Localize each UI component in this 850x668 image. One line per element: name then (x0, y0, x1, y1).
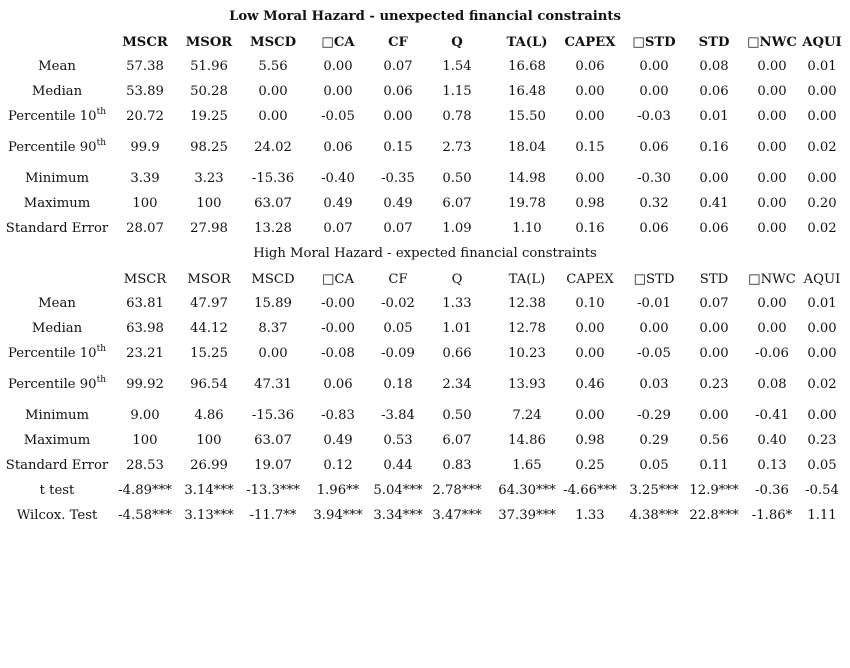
high-table-cell: 0.02 (807, 377, 837, 392)
low-table-cell: 0.07 (323, 221, 353, 236)
low-table-cell: 0.00 (383, 109, 413, 124)
high-table-cell: 12.9*** (689, 483, 739, 498)
high-table-cell: 96.54 (190, 377, 228, 392)
low-table-cell: 0.00 (807, 109, 837, 124)
high-table-cell: 0.00 (699, 321, 729, 336)
high-table-cell: 47.97 (190, 296, 228, 311)
low-row-label: Minimum (25, 171, 89, 186)
low-column-header: AQUI (802, 35, 842, 50)
low-table-cell: 14.98 (508, 171, 546, 186)
high-table-cell: 9.00 (130, 408, 160, 423)
low-table-row (0, 57, 850, 77)
high-row-label: Minimum (25, 408, 89, 423)
high-row-label: t test (39, 483, 75, 498)
low-table-cell: 0.00 (757, 84, 787, 99)
high-column-header: Q (451, 272, 463, 287)
low-column-header: □CA (321, 35, 355, 50)
low-table-cell: 27.98 (190, 221, 228, 236)
high-table-cell: 0.00 (807, 408, 837, 423)
low-table-cell: 0.00 (807, 84, 837, 99)
low-table-cell: 1.09 (442, 221, 472, 236)
high-table-cell: 14.86 (508, 433, 546, 448)
low-table-cell: 0.00 (639, 59, 669, 74)
low-table-cell: 57.38 (126, 59, 164, 74)
low-table-cell: 53.89 (126, 84, 164, 99)
high-table-cell: -0.01 (637, 296, 671, 311)
high-column-header: CF (388, 272, 408, 287)
high-table-cell: 12.78 (508, 321, 546, 336)
low-table-cell: 28.07 (126, 221, 164, 236)
high-table-cell: 63.07 (254, 433, 292, 448)
high-table-cell: 0.83 (442, 458, 472, 473)
low-table-row (0, 219, 850, 239)
high-table-cell: 0.07 (699, 296, 729, 311)
high-table-cell: 0.12 (323, 458, 353, 473)
high-row-label: Maximum (23, 433, 91, 448)
high-table-cell: 3.25*** (629, 483, 679, 498)
low-table-cell: 15.50 (508, 109, 546, 124)
low-table-cell: -15.36 (251, 171, 295, 186)
low-table-cell: 100 (196, 196, 222, 211)
high-table-cell: 4.38*** (629, 508, 679, 523)
high-table-cell: -0.83 (321, 408, 355, 423)
high-table-cell: -0.09 (381, 346, 415, 361)
high-table-cell: 63.98 (126, 321, 164, 336)
high-table-cell: 15.89 (254, 296, 292, 311)
high-table-cell: 63.81 (126, 296, 164, 311)
low-table-cell: 99.9 (130, 140, 160, 155)
high-table-cell: 0.03 (639, 377, 669, 392)
low-table-row (0, 138, 850, 158)
high-column-header: MSOR (187, 272, 231, 287)
low-column-header: MSCD (249, 35, 297, 50)
low-table-cell: 0.00 (258, 109, 288, 124)
high-table-cell: 0.49 (323, 433, 353, 448)
low-table-cell: 0.00 (757, 171, 787, 186)
low-table-cell: 0.00 (699, 171, 729, 186)
high-table-cell: 2.78*** (432, 483, 482, 498)
low-table-cell: 0.06 (323, 140, 353, 155)
high-table-cell: 6.07 (442, 433, 472, 448)
low-table-cell: 0.98 (575, 196, 605, 211)
low-table-cell: 0.00 (575, 84, 605, 99)
low-table-cell: 16.68 (508, 59, 546, 74)
low-row-label: Median (31, 84, 83, 99)
high-table-cell: 4.86 (194, 408, 224, 423)
high-table-cell: 0.00 (807, 346, 837, 361)
high-table-row (0, 481, 850, 501)
low-table-cell: 0.16 (699, 140, 729, 155)
high-table-cell: 44.12 (190, 321, 228, 336)
high-table-cell: 0.00 (699, 346, 729, 361)
low-table-cell: 50.28 (190, 84, 228, 99)
high-column-header: MSCR (123, 272, 167, 287)
high-table-cell: -4.89*** (118, 483, 172, 498)
high-table-cell: 0.01 (807, 296, 837, 311)
low-table-cell: 0.00 (323, 84, 353, 99)
high-table-row (0, 344, 850, 364)
high-table-cell: 0.25 (575, 458, 605, 473)
low-table-cell: 0.06 (639, 221, 669, 236)
low-table-cell: 6.07 (442, 196, 472, 211)
high-table-row (0, 294, 850, 314)
high-row-label: Standard Error (5, 458, 109, 473)
low-table-cell: 0.00 (323, 59, 353, 74)
high-table-cell: 28.53 (126, 458, 164, 473)
low-table-cell: 16.48 (508, 84, 546, 99)
high-column-header: MSCD (251, 272, 295, 287)
high-table-cell: 0.23 (699, 377, 729, 392)
low-table-cell: 0.41 (699, 196, 729, 211)
high-table-cell: -0.36 (755, 483, 789, 498)
low-column-header: Q (451, 35, 463, 50)
low-table-cell: 20.72 (126, 109, 164, 124)
high-table-cell: 100 (132, 433, 158, 448)
low-table-cell: 0.00 (757, 196, 787, 211)
high-table-cell: 99.92 (126, 377, 164, 392)
low-table-cell: 3.39 (130, 171, 160, 186)
high-table-cell: 0.05 (639, 458, 669, 473)
high-table-cell: 0.46 (575, 377, 605, 392)
low-table-cell: 1.10 (512, 221, 542, 236)
low-table-cell: 0.00 (757, 109, 787, 124)
low-column-header: CF (388, 35, 408, 50)
low-table-cell: 0.15 (575, 140, 605, 155)
high-table-cell: 3.13*** (184, 508, 234, 523)
high-table-cell: 0.00 (575, 346, 605, 361)
high-table-cell: -0.00 (321, 321, 355, 336)
low-table-cell: 0.01 (807, 59, 837, 74)
low-table-cell: 98.25 (190, 140, 228, 155)
low-row-label: Percentile 90th (7, 138, 106, 155)
high-table-cell: 0.13 (757, 458, 787, 473)
low-row-label: Standard Error (5, 221, 109, 236)
high-table-cell: 1.11 (807, 508, 837, 523)
low-row-label: Percentile 10th (7, 107, 106, 124)
low-table-row (0, 194, 850, 214)
ordinal-superscript: th (96, 375, 106, 385)
low-column-header: □NWC (747, 35, 797, 50)
low-table-row (0, 82, 850, 102)
high-column-header: CAPEX (566, 272, 614, 287)
low-table-cell: -0.05 (321, 109, 355, 124)
low-table-cell: 0.00 (807, 171, 837, 186)
low-column-header: MSCR (122, 35, 168, 50)
high-table-cell: 0.56 (699, 433, 729, 448)
low-table-cell: 0.06 (575, 59, 605, 74)
high-row-label: Percentile 90th (7, 375, 106, 392)
high-header-row (0, 270, 850, 290)
high-table-cell: 64.30*** (498, 483, 556, 498)
high-table-cell: 0.18 (383, 377, 413, 392)
high-table-cell: 3.47*** (432, 508, 482, 523)
high-table-cell: 19.07 (254, 458, 292, 473)
high-table-cell: 13.93 (508, 377, 546, 392)
high-table-cell: -0.54 (805, 483, 839, 498)
high-table-cell: 0.44 (383, 458, 413, 473)
high-table-cell: 0.00 (258, 346, 288, 361)
high-column-header: □STD (633, 272, 675, 287)
high-table-cell: -0.05 (637, 346, 671, 361)
low-table-cell: 0.20 (807, 196, 837, 211)
high-table-cell: 1.01 (442, 321, 472, 336)
low-header-row (0, 33, 850, 53)
low-table-cell: 24.02 (254, 140, 292, 155)
low-table-cell: 0.50 (442, 171, 472, 186)
high-table-cell: 10.23 (508, 346, 546, 361)
low-table-cell: 18.04 (508, 140, 546, 155)
high-table-cell: -4.66*** (563, 483, 617, 498)
high-moral-hazard-title: High Moral Hazard - expected financial constraints (253, 246, 597, 261)
high-table-cell: -11.7** (249, 508, 297, 523)
high-table-cell: -13.3*** (246, 483, 300, 498)
high-table-cell: 15.25 (190, 346, 228, 361)
high-table-cell: -3.84 (381, 408, 415, 423)
low-table-cell: 5.56 (258, 59, 288, 74)
high-table-cell: 3.14*** (184, 483, 234, 498)
high-table-cell: 0.06 (323, 377, 353, 392)
low-moral-hazard-title: Low Moral Hazard - unexpected financial constraints (229, 9, 621, 24)
high-table-cell: 1.65 (512, 458, 542, 473)
high-table-cell: 37.39*** (498, 508, 556, 523)
low-table-cell: 0.00 (639, 84, 669, 99)
low-table-cell: 0.49 (383, 196, 413, 211)
high-table-cell: 47.31 (254, 377, 292, 392)
high-column-header: TA(L) (508, 272, 546, 287)
low-table-cell: -0.03 (637, 109, 671, 124)
low-column-header: MSOR (185, 35, 233, 50)
low-table-cell: 0.08 (699, 59, 729, 74)
low-table-cell: 19.25 (190, 109, 228, 124)
high-table-cell: -1.86* (751, 508, 793, 523)
low-table-cell: 0.02 (807, 221, 837, 236)
high-table-cell: 0.00 (807, 321, 837, 336)
high-table-row (0, 431, 850, 451)
low-table-cell: -0.40 (321, 171, 355, 186)
low-table-cell: 0.49 (323, 196, 353, 211)
low-table-cell: 0.32 (639, 196, 669, 211)
low-table-cell: 0.06 (699, 221, 729, 236)
high-table-cell: -4.58*** (118, 508, 172, 523)
high-table-cell: 0.10 (575, 296, 605, 311)
high-table-cell: 0.66 (442, 346, 472, 361)
high-table-cell: 3.94*** (313, 508, 363, 523)
high-row-label: Mean (38, 296, 76, 311)
high-table-cell: -0.06 (755, 346, 789, 361)
high-table-cell: 12.38 (508, 296, 546, 311)
low-table-cell: 0.00 (757, 221, 787, 236)
high-row-label: Median (31, 321, 83, 336)
high-table-cell: 7.24 (512, 408, 542, 423)
low-table-cell: -0.35 (381, 171, 415, 186)
low-table-cell: 3.23 (194, 171, 224, 186)
high-table-cell: 1.33 (442, 296, 472, 311)
high-table-cell: 0.23 (807, 433, 837, 448)
high-column-header: □NWC (748, 272, 796, 287)
high-table-cell: 0.29 (639, 433, 669, 448)
low-table-cell: -0.30 (637, 171, 671, 186)
low-table-cell: 0.07 (383, 221, 413, 236)
low-table-cell: 0.16 (575, 221, 605, 236)
low-table-cell: 0.00 (575, 109, 605, 124)
low-table-cell: 1.15 (442, 84, 472, 99)
low-table-cell: 13.28 (254, 221, 292, 236)
high-table-cell: 0.00 (639, 321, 669, 336)
high-table-row (0, 456, 850, 476)
high-table-cell: 1.96** (316, 483, 360, 498)
high-table-cell: 0.00 (575, 408, 605, 423)
high-table-cell: 0.00 (757, 296, 787, 311)
high-table-row (0, 406, 850, 426)
low-table-cell: 19.78 (508, 196, 546, 211)
high-table-cell: 0.11 (699, 458, 729, 473)
high-table-cell: -0.29 (637, 408, 671, 423)
low-table-cell: 0.02 (807, 140, 837, 155)
high-table-cell: 100 (196, 433, 222, 448)
low-column-header: □STD (632, 35, 676, 50)
high-table-cell: 0.08 (757, 377, 787, 392)
high-row-label: Wilcox. Test (16, 508, 98, 523)
low-table-cell: 1.54 (442, 59, 472, 74)
low-table-cell: 0.06 (639, 140, 669, 155)
low-row-label: Mean (38, 59, 76, 74)
low-table-row (0, 107, 850, 127)
high-table-cell: -15.36 (251, 408, 295, 423)
low-table-cell: 0.15 (383, 140, 413, 155)
high-column-header: □CA (321, 272, 355, 287)
high-table-cell: 0.98 (575, 433, 605, 448)
ordinal-superscript: th (96, 107, 106, 117)
high-table-cell: 0.00 (575, 321, 605, 336)
high-row-label: Percentile 10th (7, 344, 106, 361)
low-table-cell: 0.06 (699, 84, 729, 99)
low-table-cell: 0.78 (442, 109, 472, 124)
high-column-header: AQUI (803, 272, 841, 287)
high-table-cell: 0.40 (757, 433, 787, 448)
high-table-cell: 23.21 (126, 346, 164, 361)
ordinal-superscript: th (96, 138, 106, 148)
low-table-cell: 0.06 (383, 84, 413, 99)
low-column-header: STD (698, 35, 730, 50)
high-table-cell: 0.05 (383, 321, 413, 336)
low-column-header: CAPEX (564, 35, 616, 50)
low-table-cell: 0.00 (757, 59, 787, 74)
low-table-cell: 51.96 (190, 59, 228, 74)
high-column-header: STD (699, 272, 729, 287)
high-table-cell: 0.00 (757, 321, 787, 336)
high-table-cell: -0.00 (321, 296, 355, 311)
low-row-label: Maximum (23, 196, 91, 211)
high-table-cell: -0.08 (321, 346, 355, 361)
high-table-row (0, 319, 850, 339)
low-table-cell: 0.01 (699, 109, 729, 124)
high-table-row (0, 506, 850, 526)
high-table-cell: -0.41 (755, 408, 789, 423)
high-table-cell: 0.05 (807, 458, 837, 473)
low-table-cell: 100 (132, 196, 158, 211)
high-table-cell: 22.8*** (689, 508, 739, 523)
high-table-row (0, 375, 850, 395)
low-column-header: TA(L) (506, 35, 548, 50)
high-table-cell: 0.00 (699, 408, 729, 423)
low-table-cell: 0.00 (575, 171, 605, 186)
high-table-cell: 2.34 (442, 377, 472, 392)
low-table-cell: 0.07 (383, 59, 413, 74)
high-table-cell: 5.04*** (373, 483, 423, 498)
high-table-cell: 0.53 (383, 433, 413, 448)
low-table-cell: 0.00 (757, 140, 787, 155)
high-table-cell: 26.99 (190, 458, 228, 473)
low-table-row (0, 169, 850, 189)
high-table-cell: 3.34*** (373, 508, 423, 523)
high-table-cell: 1.33 (575, 508, 605, 523)
low-table-cell: 63.07 (254, 196, 292, 211)
high-table-cell: 8.37 (258, 321, 288, 336)
high-table-cell: 0.50 (442, 408, 472, 423)
ordinal-superscript: th (96, 344, 106, 354)
low-table-cell: 2.73 (442, 140, 472, 155)
low-table-cell: 0.00 (258, 84, 288, 99)
high-table-cell: -0.02 (381, 296, 415, 311)
